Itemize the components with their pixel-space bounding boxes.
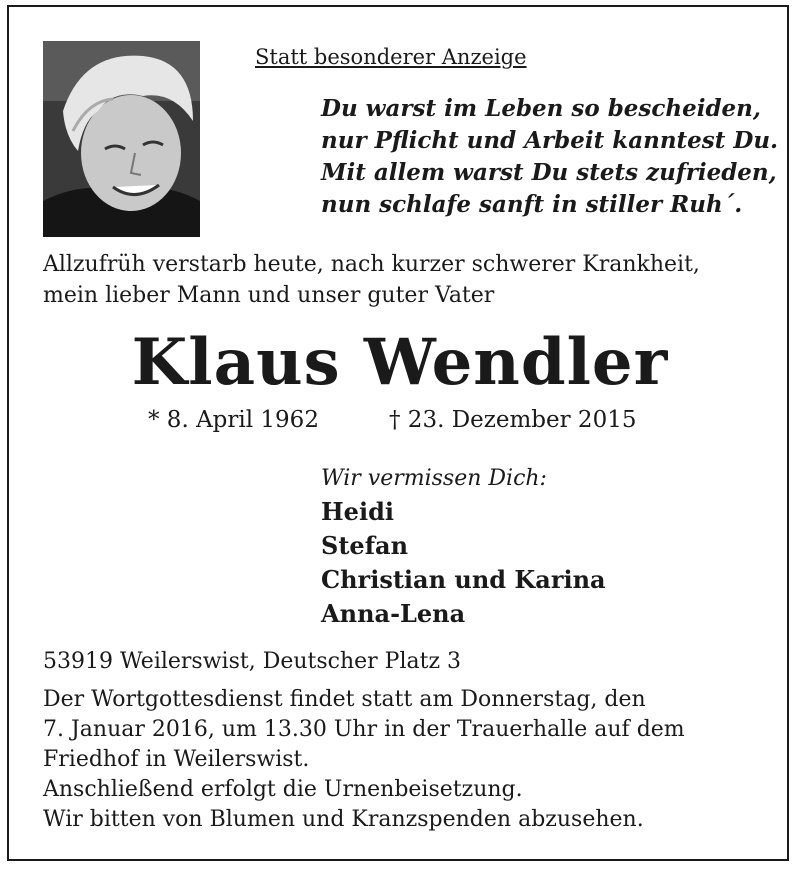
poem-line: Du warst im Leben so bescheiden, (321, 95, 761, 122)
portrait-image (43, 41, 200, 237)
service-line: Der Wortgottesdienst findet statt am Donnerstag, den (43, 687, 646, 712)
poem-line: Mit allem warst Du stets zufrieden, (321, 159, 777, 186)
service-info (43, 685, 685, 835)
address: 53919 Weilerswist, Deutscher Platz 3 (43, 649, 462, 674)
poem-line: nun schlafe sanft in stiller Ruh´. (321, 191, 743, 218)
service-line: Wir bitten von Blumen und Kranzspenden abzusehen. (43, 807, 644, 832)
service-line: Anschließend erfolgt die Urnenbeisetzung. (43, 777, 523, 802)
family-member: Stefan (321, 531, 409, 560)
deceased-name: Klaus Wendler (131, 325, 669, 400)
portrait-photo (43, 41, 200, 237)
obituary-notice (7, 5, 789, 861)
memorial-poem (321, 93, 778, 221)
intro-line: Allzufrüh verstarb heute, nach kurzer schwerer Krankheit, (43, 252, 700, 277)
family-member: Anna-Lena (321, 599, 466, 628)
intro-text (43, 249, 700, 311)
service-line: Friedhof in Weilerswist. (43, 747, 310, 772)
poem-line: nur Pflicht und Arbeit kanntest Du. (321, 127, 779, 154)
family-member: Christian und Karina (321, 565, 606, 594)
birth-date: * 8. April 1962 (148, 407, 319, 433)
service-line: 7. Januar 2016, um 13.30 Uhr in der Trauerhalle auf dem (43, 717, 685, 742)
header-note: Statt besonderer Anzeige (255, 45, 527, 69)
intro-line: mein lieber Mann und unser guter Vater (43, 283, 495, 308)
death-date: † 23. Dezember 2015 (389, 407, 637, 433)
family-list (321, 495, 606, 631)
miss-you-line: Wir vermissen Dich: (321, 466, 547, 491)
family-member: Heidi (321, 497, 394, 526)
